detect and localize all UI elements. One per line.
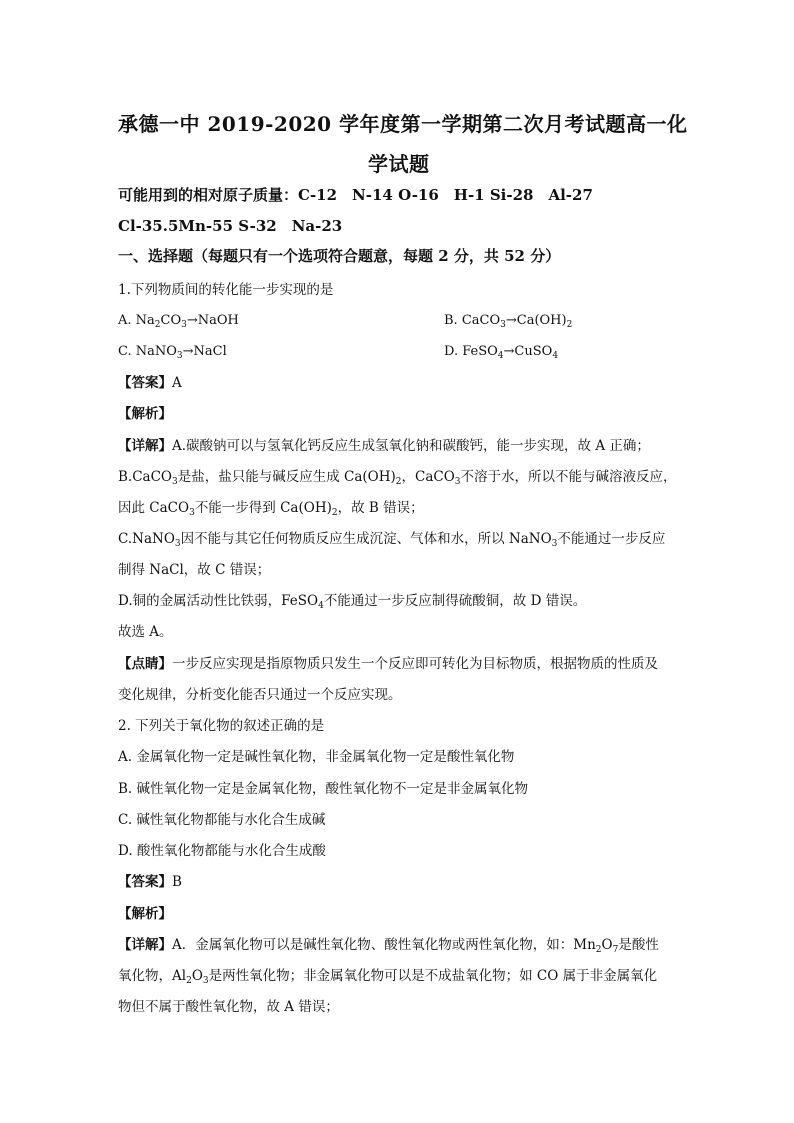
q1-analysis-tag: 【解析】	[118, 406, 172, 422]
q1-detail-c-line2: 制得 NaCl，故 C 错误；	[118, 562, 271, 578]
page-title: 承德一中 2019-2020 学年度第一学期第二次月考试题高一化	[118, 112, 688, 136]
atomic-masses-line1: 可能用到的相对原子质量：C-12 N-14 O-16 H-1 Si-28 Al-27	[118, 186, 593, 204]
q1-detail-d: D.铜的金属活动性比铁弱，FeSO$_4$不能通过一步反应制得硫酸铜，故 D 错误。	[118, 593, 587, 611]
page-title-continued: 学试题	[368, 152, 430, 176]
q2-option-d: D. 酸性氧化物都能与水化合生成酸	[118, 843, 326, 859]
q1-detail-b-line1: B.CaCO$_3$是盐，盐只能与碱反应生成 $Ca(OH)_2$，CaCO$_3$不溶于水，所以不能与碱溶液反应，	[118, 469, 677, 487]
q1-detail-a: 【详解】A.碳酸钠可以与氢氧化钙反应生成氢氧化钠和碳酸钙，能一步实现，故 A 正确；	[118, 438, 650, 454]
q2-detail-line3: 物但不属于酸性氧化物，故 A 错误；	[118, 999, 339, 1015]
q2-analysis-tag: 【解析】	[118, 906, 172, 922]
q2-option-a: A. 金属氧化物一定是碱性氧化物，非金属氧化物一定是酸性氧化物	[118, 749, 515, 765]
q2-option-b: B. 碱性氧化物一定是金属氧化物，酸性氧化物不一定是非金属氧化物	[118, 781, 529, 797]
q2-option-c: C. 碱性氧化物都能与水化合生成碱	[118, 812, 326, 828]
q1-option-b: B. $CaCO_3\to Ca(OH)_2$	[444, 313, 573, 330]
q1-option-d: D. FeSO$_4$→CuSO$_4$	[444, 344, 559, 361]
q2-detail-line1: 【详解】A．金属氧化物可以是碱性氧化物、酸性氧化物或两性氧化物，如：$Mn_2O_7$是酸性	[118, 937, 659, 955]
q2-stem: 2. 下列关于氧化物的叙述正确的是	[118, 718, 325, 734]
q1-option-a: A. $Na_2CO_3\to NaOH$	[118, 313, 239, 330]
q1-point-line1: 【点睛】一步反应实现是指原物质只发生一个反应即可转化为目标物质，根据物质的性质及	[118, 656, 658, 672]
q1-point-line2: 变化规律，分析变化能否只通过一个反应实现。	[118, 687, 402, 703]
q2-detail-line2: 氧化物，$Al_2O_3$是两性氧化物；非金属氧化物可以是不成盐氧化物；如 CO 属于非金属氧化	[118, 968, 658, 986]
q2-answer: 【答案】B	[118, 874, 182, 890]
q1-detail-b-line2: 因此 CaCO$_3$不能一步得到 $Ca(OH)_2$，故 B 错误；	[118, 500, 424, 518]
section-heading: 一、选择题（每题只有一个选项符合题意，每题 2 分，共 52 分）	[118, 247, 561, 265]
q1-stem: 1.下列物质间的转化能一步实现的是	[118, 282, 334, 298]
q1-answer: 【答案】A	[118, 375, 182, 391]
q1-detail-c-line1: C.NaNO$_3$因不能与其它任何物质反应生成沉淀、气体和水，所以 NaNO$_3$不能通过一步反应	[118, 531, 666, 549]
q1-conclusion: 故选 A。	[118, 624, 173, 640]
atomic-masses-line2: Cl-35.5Mn-55 S-32 Na-23	[118, 217, 343, 235]
q1-option-c: C. NaNO$_3$→NaCl	[118, 344, 227, 361]
